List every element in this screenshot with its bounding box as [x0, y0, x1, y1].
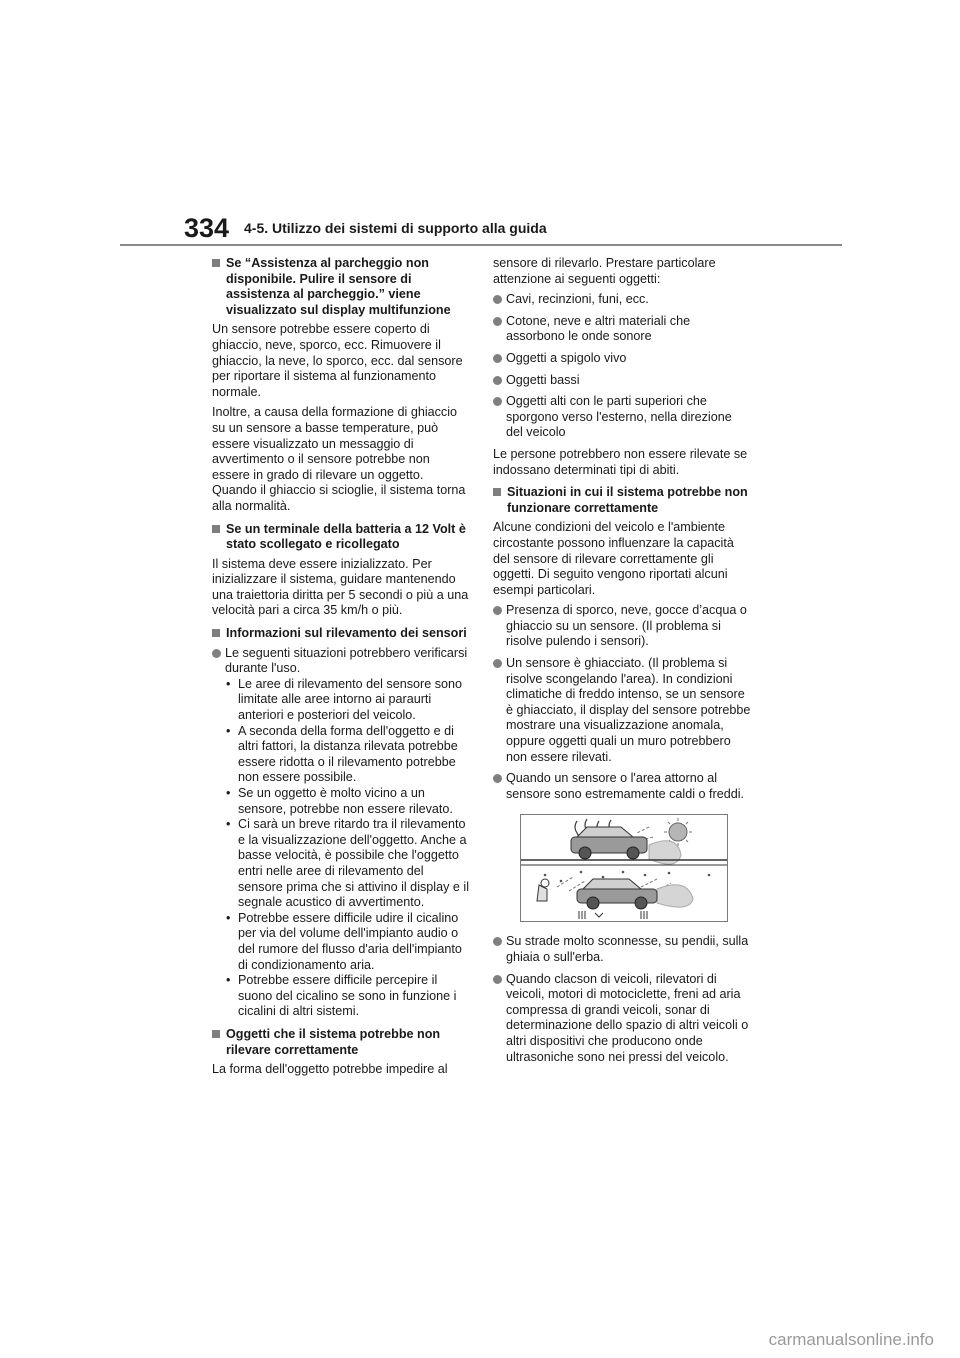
left-column	[212, 256, 470, 1083]
list-item-text: Le seguenti situazioni potrebbero verificarsi durante l'uso.	[225, 645, 468, 676]
header-rule	[120, 244, 842, 246]
heading-undetectable-objects: Oggetti che il sistema potrebbe non rilevare correttamente	[212, 1027, 470, 1058]
list-item: Cotone, neve e altri materiali che assorbono le onde sonore	[493, 314, 751, 345]
list-item	[212, 646, 470, 1020]
paragraph: Alcune condizioni del veicolo e l'ambiente circostante possono influenzare la capacità del sensore di rilevare correttamente gli oggetti. Di seguito vengono riportati alcuni esempi particolari.	[493, 520, 734, 597]
sub-bullet: • Potrebbe essere difficile udire il cicalino per via del volume dell'impianto audio o del rumore del flusso d'aria dell'impianto di condizionamento aria.	[225, 911, 470, 973]
heading-malfunction-situations: Situazioni in cui il sistema potrebbe non funzionare correttamente	[493, 485, 751, 516]
watermark: carmanualsonline.info	[768, 1330, 934, 1349]
paragraph: sensore di rilevarlo. Prestare particolare attenzione ai seguenti oggetti:	[493, 256, 716, 286]
heading-sensor-detection: Informazioni sul rilevamento dei sensori	[212, 626, 470, 642]
sub-bullet: • A seconda della forma dell'oggetto e di altri fattori, la distanza rilevata potrebbe essere ridotta o il rilevamento potrebbe non essere possibile.	[225, 724, 470, 786]
sub-bullet: • Ci sarà un breve ritardo tra il rilevamento e la visualizzazione dell'oggetto. Anche a basse velocità, è possibile che l'oggetto entri nelle aree di rilevamento del sensore prima che si attivino il display e il segnale acustico di avvertimento.	[225, 817, 470, 911]
list-item: Presenza di sporco, neve, gocce d’acqua o ghiaccio su un sensore. (Il problema si risolve pulendo i sensori).	[493, 603, 751, 650]
heading-sensor-message: Se “Assistenza al parcheggio non disponibile. Pulire il sensore di assistenza al parcheggio.” viene visualizzato sul display multifunzione	[212, 256, 470, 318]
paragraph: Le persone potrebbero non essere rilevate se indossano determinati tipi di abiti.	[493, 446, 748, 477]
list-item: Su strade molto sconnesse, su pendii, sulla ghiaia o sull'erba.	[493, 934, 751, 965]
paragraph: Un sensore potrebbe essere coperto di ghiaccio, neve, sporco, ecc. Rimuovere il ghiaccio, la neve, lo sporco, ecc. dal sensore per riportare il sistema al funzionamento normale.	[212, 322, 463, 399]
list-item: Oggetti alti con le parti superiori che sporgono verso l'esterno, nella direzione del veicolo	[493, 394, 751, 441]
page-number: 334	[184, 213, 230, 243]
sub-bullet: • Se un oggetto è molto vicino a un sensore, potrebbe non essere rilevato.	[225, 786, 470, 817]
sub-bullet: • Le aree di rilevamento del sensore sono limitate alle aree intorno ai paraurti anteriori e posteriori del veicolo.	[225, 677, 470, 724]
list-item: Un sensore è ghiacciato. (Il problema si risolve scongelando l'area). In condizioni climatiche di freddo intenso, se un sensore è ghiacciato, il display del sensore potrebbe mostrare una visualizzazione anomala, oppure oggetti quali un muro potrebbero non essere rilevati.	[493, 656, 751, 765]
paragraph: La forma dell'oggetto potrebbe impedire al	[212, 1062, 448, 1077]
list-item: Oggetti bassi	[493, 373, 751, 389]
list-item: Quando un sensore o l'area attorno al sensore sono estremamente caldi o freddi.	[493, 771, 751, 802]
list-item: Quando clacson di veicoli, rilevatori di veicoli, motori di motociclette, freni ad aria compressa di grandi veicoli, sonar di determinazione dello spazio di altri veicoli o altri dispositivi che producono onde ultrasoniche sono nei pressi del veicolo.	[493, 972, 751, 1066]
right-column	[493, 256, 751, 1071]
paragraph: Inoltre, a causa della formazione di ghiaccio su un sensore a basse temperature, può essere visualizzato un messaggio di avvertimento o il sensore potrebbe non essere in grado di rilevare un oggetto. Quando il ghiaccio si scioglie, il sistema torna alla normalità.	[212, 405, 466, 513]
paragraph: Il sistema deve essere inizializzato. Per inizializzare il sistema, guidare mantenendo una traiettoria diritta per 5 secondi o più a una velocità pari a circa 35 km/h o più.	[212, 556, 469, 618]
illustration-hot-cold-cars	[520, 814, 728, 922]
section-title: 4-5. Utilizzo dei sistemi di supporto alla guida	[244, 220, 547, 236]
list-item: Cavi, recinzioni, funi, ecc.	[493, 292, 751, 308]
list-item: Oggetti a spigolo vivo	[493, 351, 751, 367]
heading-battery: Se un terminale della batteria a 12 Volt è stato scollegato e ricollegato	[212, 522, 470, 553]
sub-bullet: • Potrebbe essere difficile percepire il suono del cicalino se sono in funzione i cicalini di altri sistemi.	[225, 973, 470, 1020]
